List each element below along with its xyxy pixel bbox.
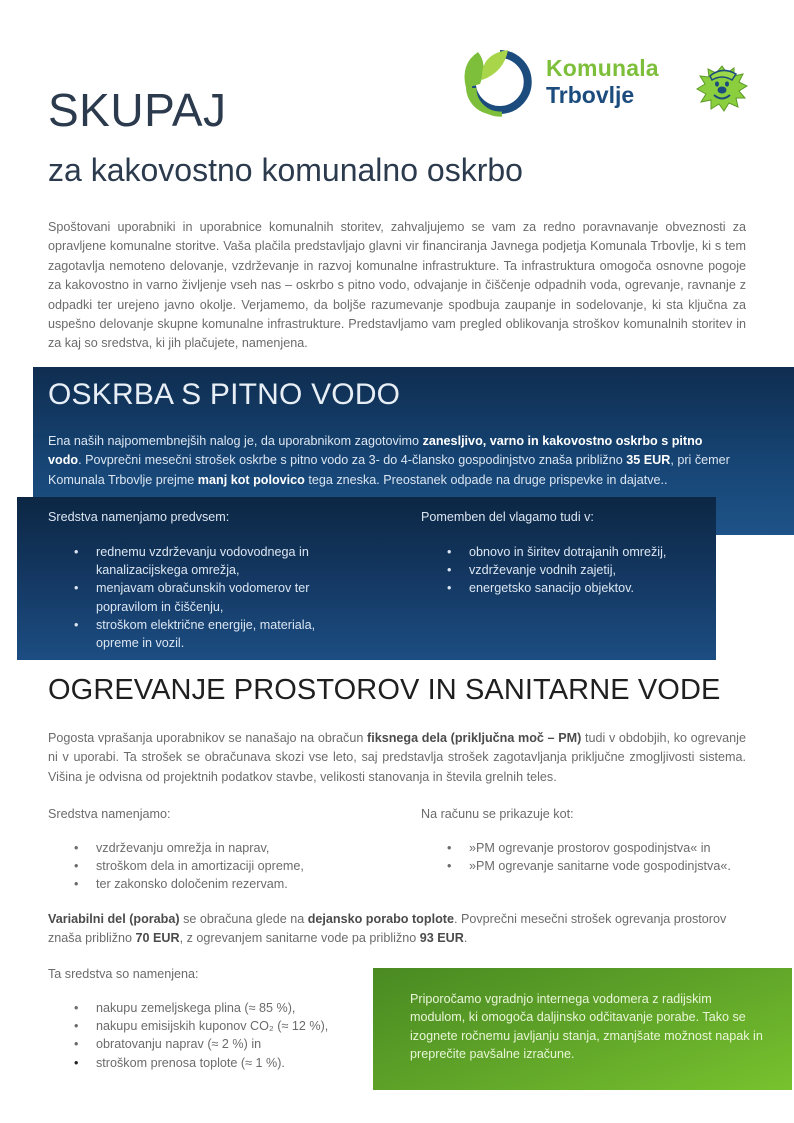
- list-item-text: energetsko sanacijo objektov.: [469, 581, 634, 596]
- heating-col2-list: [421, 839, 781, 875]
- list-item: [48, 857, 378, 875]
- list-item-text: »PM ogrevanje prostorov gospodinjstva« in: [469, 841, 711, 855]
- list-item: [48, 579, 348, 615]
- list-item: [48, 616, 348, 652]
- bullet-icon: •: [74, 1055, 79, 1070]
- bullet-icon: •: [74, 841, 79, 855]
- leaf-ring-logo-icon: [460, 44, 540, 120]
- list-item: [421, 839, 781, 857]
- variable-text-p2: . Povprečni mesečni strošek ogrevanja prostorov znaša približno: [48, 912, 727, 946]
- list-item-text: menjavam obračunskih vodomerov ter popravilom in čiščenju,: [96, 581, 310, 614]
- bullet-icon: •: [74, 617, 79, 632]
- water-text-p4: tega zneska. Preostanek odpade na druge prispevke in dajatve..: [304, 472, 668, 487]
- sanitary-water-cost-value: 93 EUR: [419, 931, 464, 946]
- bullet-icon: •: [447, 859, 452, 874]
- bullet-icon: •: [447, 841, 452, 855]
- water-text-p2: . Povprečni mesečni strošek oskrbe s pitno vodo za 3- do 4-člansko gospodinjstvo znaša približno: [78, 453, 627, 468]
- list-item: [421, 561, 721, 579]
- water-paragraph: [48, 432, 738, 490]
- list-item-text: stroškom dela in amortizaciji opreme,: [96, 859, 304, 874]
- list-item: [48, 1035, 368, 1053]
- bullet-icon: •: [74, 1019, 79, 1034]
- list-item: [48, 1054, 368, 1072]
- page-title: SKUPAJ: [48, 84, 227, 136]
- list-item-text: rednemu vzdrževanju vodovodnega in kanalizacijskega omrežja,: [96, 545, 309, 578]
- tip-text: Priporočamo vgradnjo internega vodomera z radijskim modulom, ki omogoča daljinsko odčitavanje porabe. Tako se izognete ročnemu javljanju stanja, zmanjšate možnost napak in preprečite pavšalne izračune.: [410, 992, 763, 1062]
- list-item-text: stroškom električne energije, materiala, opreme in vozil.: [96, 617, 316, 651]
- variable-text-b1: Variabilni del (poraba): [48, 912, 180, 926]
- variable-text-p1: se obračuna glede na: [179, 912, 308, 926]
- water-text-b1: zanesljivo, varno in kakovostno oskrbo s pitno vodo: [48, 434, 703, 468]
- bullet-icon: •: [74, 1037, 79, 1052]
- list-item-text: »PM ogrevanje sanitarne vode gospodinjstva«.: [469, 859, 731, 874]
- variable-cost-paragraph: [48, 910, 746, 949]
- list-item-text: vzdrževanje vodnih zajetij,: [469, 563, 617, 578]
- heating-col2-heading: Na računu se prikazuje kot:: [421, 807, 574, 821]
- bullet-icon: •: [74, 581, 79, 596]
- list-item: [421, 857, 781, 875]
- heating-paragraph: [48, 729, 746, 787]
- list-item: [421, 543, 721, 561]
- list-item-text: stroškom prenosa toplote (≈ 1 %).: [96, 1055, 285, 1070]
- intro-paragraph: Spoštovani uporabniki in uporabnice komunalnih storitev, zahvaljujemo se vam za redno poravnavanje obveznosti za opravljene komunalne storitve. Vaša plačila predstavljajo glavni vir financiranja Javnega podjetja Komunala Trbovlje, ki s tem zagotavlja nemoteno delovanje, vzdrževanje in razvoj komunalne infrastrukture. Ta infrastruktura omogoča osnovne pogoje za kakovostno in varno življenje vseh nas – oskrbo s pitno vodo, odvajanje in čiščenje odpadnih voda, ogrevanje, ravnanje z odpadki ter urejeno javno okolje. Verjamemo, da boljše razumevanje spodbuja zaupanje in sodelovanje, ki sta ključna za uspešno delovanje skupne komunalne infrastrukture. Predstavljamo vam pregled oblikovanja stroškov komunalnih storitev in za kaj so sredstva, ki jih plačujete, namenjena.: [48, 220, 746, 351]
- variable-text-b2: dejansko porabo toplote: [307, 912, 454, 926]
- water-col1-list: [48, 543, 348, 652]
- funds-heading: Ta sredstva so namenjena:: [48, 967, 199, 981]
- water-text-p3: , pri čemer Komunala Trbovlje prejme: [48, 453, 730, 487]
- water-col2-list: [421, 543, 721, 598]
- list-item-text: ter zakonsko določenim rezervam.: [96, 877, 288, 892]
- list-item-text: nakupu emisijskih kuponov CO₂ (≈ 12 %),: [96, 1019, 329, 1034]
- bullet-icon: •: [447, 545, 452, 559]
- funds-list: [48, 999, 368, 1072]
- heating-text-p2: tudi v obdobjih, ko ogrevanje ni v uporabi. Ta strošek se obračunava skozi vse leto, saj predstavlja strošek zagotavljanja priključne zmogljivosti sistema. Višina je odvisna od projektnih podatkov stavbe, velikosti stanovanja in števila grelnih teles.: [48, 731, 746, 784]
- heating-cost-value: 70 EUR: [135, 931, 180, 946]
- page-subtitle: za kakovostno komunalno oskrbo: [48, 152, 523, 188]
- bullet-icon: •: [74, 877, 79, 892]
- water-col1-heading: Sredstva namenjamo predvsem:: [48, 510, 230, 524]
- list-item-text: obratovanju naprav (≈ 2 %) in: [96, 1037, 262, 1052]
- water-section-title: OSKRBA S PITNO VODO: [48, 378, 401, 411]
- list-item: [48, 999, 368, 1017]
- list-item: [48, 839, 378, 857]
- list-item: [48, 1017, 368, 1035]
- variable-text-p3: , z ogrevanjem sanitarne vode pa približno: [179, 931, 420, 946]
- logo-text-komunala: Komunala: [546, 55, 659, 81]
- heating-col1-list: [48, 839, 378, 894]
- heating-section-title: OGREVANJE PROSTOROV IN SANITARNE VODE: [48, 674, 721, 706]
- water-col2-heading: Pomemben del vlagamo tudi v:: [421, 510, 594, 524]
- bullet-icon: •: [447, 563, 452, 578]
- list-item: [48, 875, 378, 893]
- list-item-text: vzdrževanju omrežja in naprav,: [96, 841, 270, 855]
- heating-col1-heading: Sredstva namenjamo:: [48, 807, 171, 821]
- list-item: [421, 579, 721, 597]
- list-item-text: obnovo in širitev dotrajanih omrežij,: [469, 545, 667, 559]
- bullet-icon: •: [74, 545, 79, 559]
- water-text-p1: Ena naših najpomembnejših nalog je, da uporabnikom zagotovimo: [48, 434, 423, 448]
- heating-text-b1: fiksnega dela (priključna moč – PM): [367, 731, 582, 745]
- bullet-icon: •: [74, 1001, 79, 1015]
- water-text-b3: manj kot polovico: [197, 472, 305, 487]
- heating-text-p1: Pogosta vprašanja uporabnikov se nanašajo na obračun: [48, 731, 368, 745]
- list-item-text: nakupu zemeljskega plina (≈ 85 %),: [96, 1001, 296, 1015]
- variable-text-p4: .: [463, 931, 468, 946]
- list-item: [48, 543, 348, 579]
- bullet-icon: •: [447, 581, 452, 596]
- water-cost-value: 35 EUR: [626, 453, 671, 468]
- mascot-icon: [696, 64, 748, 112]
- bullet-icon: •: [74, 859, 79, 874]
- logo-text-trbovlje: Trbovlje: [546, 82, 635, 108]
